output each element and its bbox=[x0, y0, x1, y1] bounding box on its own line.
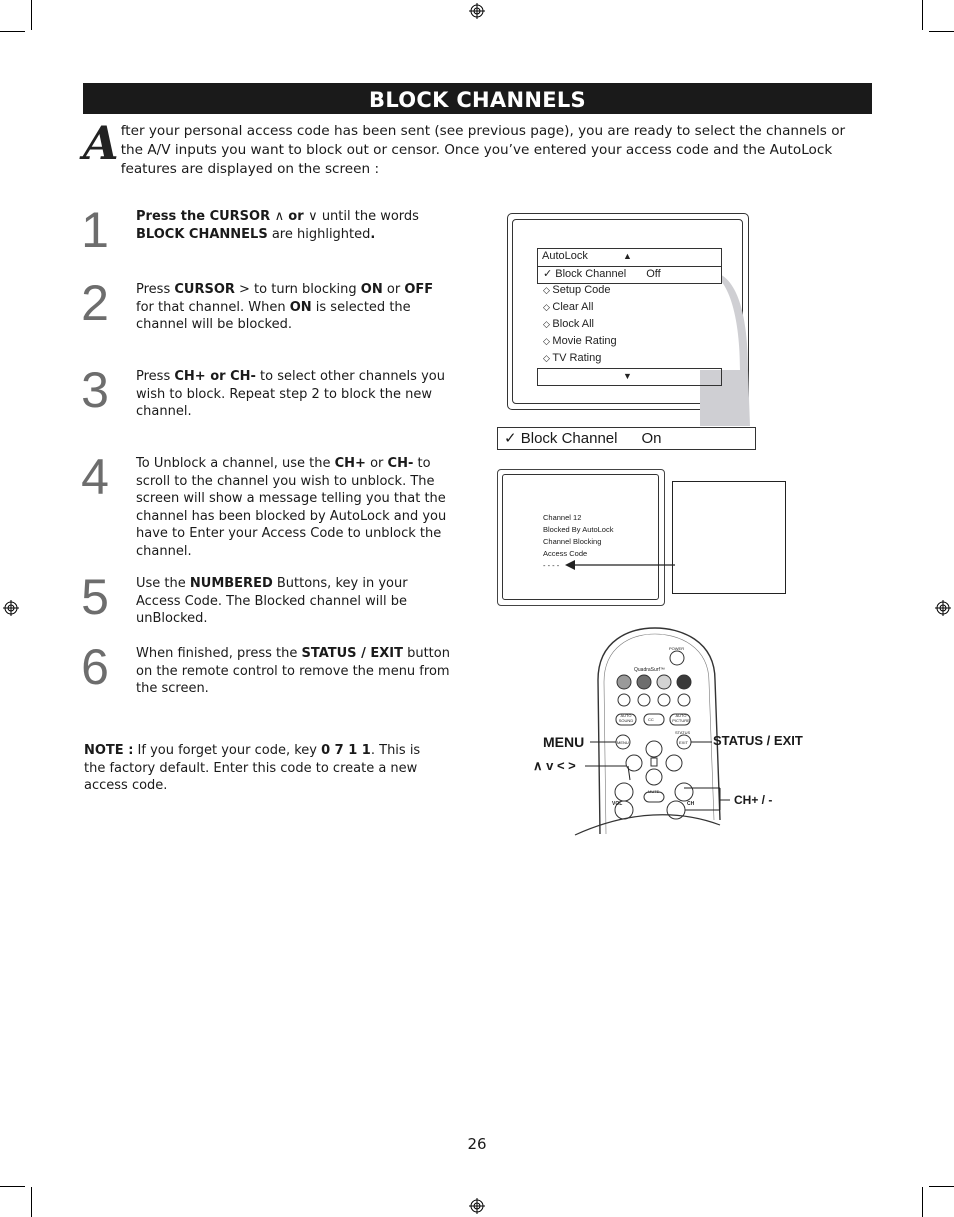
blocked-screen-line: Channel 12 bbox=[543, 513, 582, 522]
cursor-callout-label: ∧ v < > bbox=[533, 758, 576, 773]
step-text bbox=[136, 281, 451, 334]
mute-button[interactable]: MUTE bbox=[648, 789, 660, 794]
step-text-part: ON bbox=[289, 299, 312, 315]
blocked-screen-line: Access Code bbox=[543, 549, 588, 558]
step-text-part: for that channel. When bbox=[136, 299, 290, 315]
power-button[interactable]: POWER bbox=[669, 646, 685, 651]
remote-brand: QuadraSurf™ bbox=[634, 667, 665, 673]
diamond-icon: ◇ bbox=[543, 319, 553, 329]
ch-callout-label: CH+ / - bbox=[734, 793, 773, 807]
crop-mark bbox=[31, 0, 32, 30]
registration-mark-icon bbox=[469, 1198, 485, 1214]
step-text-part: To Unblock a channel, use the bbox=[136, 456, 335, 471]
step-text bbox=[136, 575, 451, 628]
step-text-part: to select other channels you wish to block. Repeat step 2 to block the new channel. bbox=[136, 369, 445, 419]
note-label: NOTE : bbox=[84, 743, 134, 758]
auto-sound-button[interactable]: AUTO SOUND bbox=[618, 713, 634, 723]
step-text-part: Buttons, key in your Access Code. The Blocked channel will be unBlocked. bbox=[136, 576, 408, 626]
menu-item[interactable]: ◇ Clear All bbox=[543, 301, 594, 313]
ch-label: CH bbox=[687, 801, 695, 807]
note-pre: If you forget your code, key bbox=[133, 743, 322, 758]
dropcap: A bbox=[83, 116, 119, 170]
step-text-part: or bbox=[382, 282, 405, 297]
step-text-part: . bbox=[370, 226, 376, 242]
step-text-part: CH+ or CH- bbox=[174, 369, 256, 384]
intro-text: fter your personal access code has been sent (see previous page), you are ready to select the channels or the A/V inputs you want to block out or censor. Once you’ve entered your access code and the AutoLock features are displayed on the screen : bbox=[120, 123, 846, 177]
step-text-part: Press bbox=[136, 282, 175, 297]
step-text-part: BLOCK CHANNELS bbox=[136, 226, 268, 242]
menu-callout-label: MENU bbox=[543, 734, 585, 750]
step-number: 3 bbox=[81, 362, 109, 418]
blocked-screen-line: Channel Blocking bbox=[543, 537, 602, 546]
page-title: BLOCK CHANNELS bbox=[83, 83, 872, 114]
check-icon: ✓ bbox=[504, 430, 517, 447]
step-text-part: ∧ bbox=[274, 209, 289, 224]
diamond-icon: ◇ bbox=[543, 336, 553, 346]
step-text-part: OFF bbox=[404, 282, 434, 297]
keypad-box bbox=[672, 481, 786, 594]
menu-selected-item: ✓ Block Channel Off bbox=[543, 268, 661, 280]
up-arrow-icon: ▲ bbox=[623, 251, 632, 261]
menu-item[interactable]: ◇ Setup Code bbox=[543, 284, 611, 296]
registration-mark-icon bbox=[469, 3, 485, 19]
menu-item[interactable]: ◇ Movie Rating bbox=[543, 335, 617, 347]
menu-item[interactable]: ◇ Block All bbox=[543, 318, 594, 330]
registration-mark-icon bbox=[935, 600, 951, 616]
step-text-part: or bbox=[365, 456, 388, 471]
step-text bbox=[136, 645, 451, 698]
crop-mark bbox=[929, 31, 954, 32]
step-text-part: ON bbox=[360, 282, 383, 297]
step-number: 6 bbox=[81, 639, 109, 695]
step-text-part: CH+ bbox=[334, 456, 366, 471]
menu-selected-value: Off bbox=[646, 268, 661, 280]
auto-picture-button[interactable]: AUTO PICTURE bbox=[672, 713, 690, 723]
registration-mark-icon bbox=[3, 600, 19, 616]
step-text bbox=[136, 455, 451, 560]
step-text-part: are highlighted bbox=[267, 226, 371, 242]
diamond-icon: ◇ bbox=[543, 353, 553, 363]
note bbox=[84, 742, 444, 795]
diamond-icon: ◇ bbox=[543, 285, 553, 295]
menu-button[interactable]: MENU bbox=[617, 740, 629, 745]
page-number: 26 bbox=[467, 1135, 487, 1153]
note-post: . This is the factory default. Enter this code to create a new access code. bbox=[84, 743, 421, 793]
crop-mark bbox=[922, 0, 923, 30]
menu-header: AutoLock bbox=[542, 250, 588, 262]
exit-button[interactable]: EXIT bbox=[679, 740, 688, 745]
step-text-part: is selected the channel will be blocked. bbox=[136, 299, 411, 332]
crop-mark bbox=[0, 1186, 25, 1187]
diamond-icon: ◇ bbox=[543, 302, 553, 312]
status-exit-callout-label: STATUS / EXIT bbox=[713, 733, 803, 748]
callout-text: ✓ Block Channel On bbox=[504, 430, 662, 447]
step-text-part: CURSOR bbox=[174, 282, 235, 297]
crop-mark bbox=[0, 31, 25, 32]
remote-status-label: STATUS bbox=[675, 730, 691, 735]
arrow-icon bbox=[565, 555, 675, 575]
down-arrow-icon: ▼ bbox=[623, 371, 632, 381]
blocked-screen-line: - - - - bbox=[543, 561, 560, 570]
remote-control-illustration bbox=[570, 620, 830, 840]
step-text-part: STATUS / EXIT bbox=[301, 646, 403, 661]
step-number: 1 bbox=[81, 202, 109, 258]
step-text-part: CH- bbox=[387, 456, 414, 471]
cc-button[interactable]: CC bbox=[648, 717, 654, 722]
menu-item[interactable]: ◇ TV Rating bbox=[543, 352, 602, 364]
step-number: 2 bbox=[81, 275, 109, 331]
step-text-part: Press bbox=[136, 369, 175, 384]
crop-mark bbox=[922, 1187, 923, 1217]
step-text-part: NUMBERED bbox=[189, 576, 273, 591]
step-text-part: Use the bbox=[136, 576, 190, 591]
check-icon: ✓ bbox=[543, 268, 553, 280]
step-text-part: Press the CURSOR bbox=[136, 209, 275, 224]
intro-paragraph bbox=[83, 116, 864, 179]
crop-mark bbox=[929, 1186, 954, 1187]
step-text-part: When finished, press the bbox=[136, 646, 302, 661]
step-text bbox=[136, 208, 451, 243]
step-text-part: ∨ until the words bbox=[308, 209, 419, 224]
blocked-screen-line: Blocked By AutoLock bbox=[543, 525, 614, 534]
step-number: 4 bbox=[81, 449, 109, 505]
step-text-part: or bbox=[288, 209, 309, 224]
step-text-part: to scroll to the channel you wish to unblock. The screen will show a message telling you that the channel has been blocked by AutoLock and you have to Enter your Access Code to unblock the channel. bbox=[136, 456, 447, 559]
step-text-part: > to turn blocking bbox=[234, 282, 361, 297]
step-text bbox=[136, 368, 451, 421]
step-number: 5 bbox=[81, 569, 109, 625]
step-text-part: button on the remote control to remove the menu from the screen. bbox=[136, 646, 450, 696]
note-code: 0 7 1 1 bbox=[321, 743, 371, 758]
vol-label: VOL bbox=[612, 801, 623, 807]
crop-mark bbox=[31, 1187, 32, 1217]
